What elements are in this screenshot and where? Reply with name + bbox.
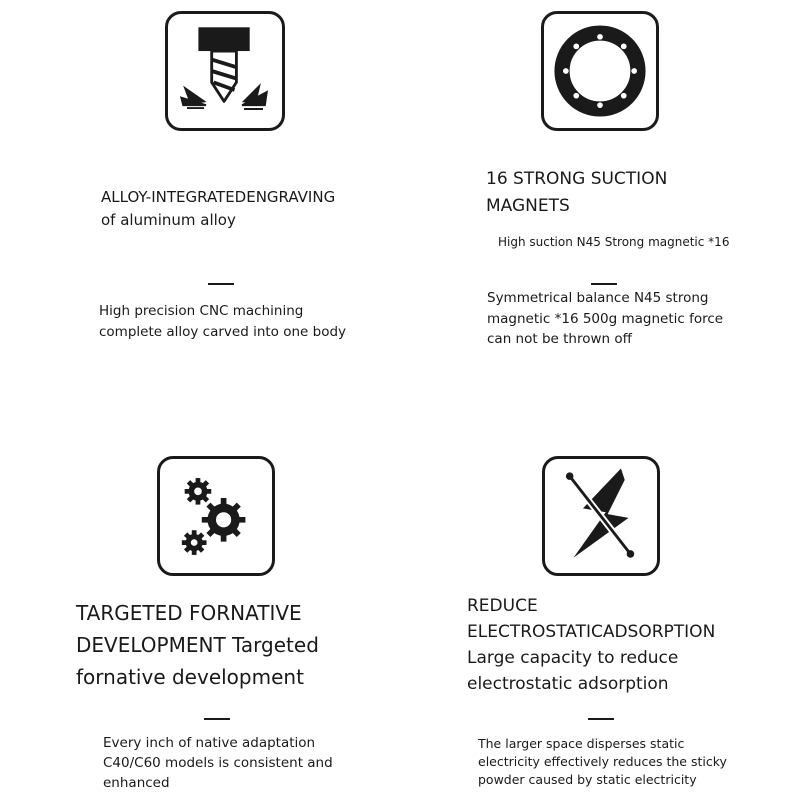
feature-title-line: ELECTROSTATICADSORPTION — [467, 622, 716, 642]
feature-desc-line: can not be thrown off — [487, 331, 632, 347]
feature-title-line: MAGNETS — [486, 196, 570, 216]
feature-desc-line: enhanced — [103, 775, 170, 791]
magnet-ring-icon — [541, 11, 659, 131]
divider — [208, 283, 234, 285]
feature-title-line: REDUCE — [467, 596, 538, 616]
anti-static-icon — [542, 456, 660, 576]
feature-desc-line: powder caused by static electricity — [478, 772, 697, 787]
feature-title-line: TARGETED FORNATIVE — [76, 601, 302, 625]
feature-desc-line: Every inch of native adaptation — [103, 735, 316, 751]
divider — [591, 283, 617, 285]
feature-desc-line: C40/C60 models is consistent and — [103, 755, 333, 771]
feature-title-line: 16 STRONG SUCTION — [486, 169, 668, 189]
feature-desc-line: complete alloy carved into one body — [99, 324, 347, 340]
feature-desc-line: electricity effectively reduces the sticky — [478, 754, 727, 769]
feature-desc-line: magnetic *16 500g magnetic force — [487, 311, 724, 327]
feature-title-line: Large capacity to reduce — [467, 648, 679, 668]
divider — [204, 718, 230, 720]
feature-title-line: DEVELOPMENT Targeted — [76, 633, 319, 657]
feature-title-line: electrostatic adsorption — [467, 674, 669, 694]
divider — [588, 718, 614, 720]
cnc-engraving-icon — [165, 11, 285, 131]
feature-desc-line: Symmetrical balance N45 strong — [487, 290, 709, 306]
feature-desc-line: The larger space disperses static — [478, 736, 685, 751]
feature-title-line: fornative development — [76, 665, 304, 689]
feature-title-line: ALLOY-INTEGRATEDENGRAVING — [101, 188, 336, 206]
feature-subtitle: High suction N45 Strong magnetic *16 — [498, 235, 730, 249]
feature-desc-line: High precision CNC machining — [99, 303, 304, 319]
gears-icon — [157, 456, 275, 576]
feature-title-line: of aluminum alloy — [101, 211, 236, 229]
